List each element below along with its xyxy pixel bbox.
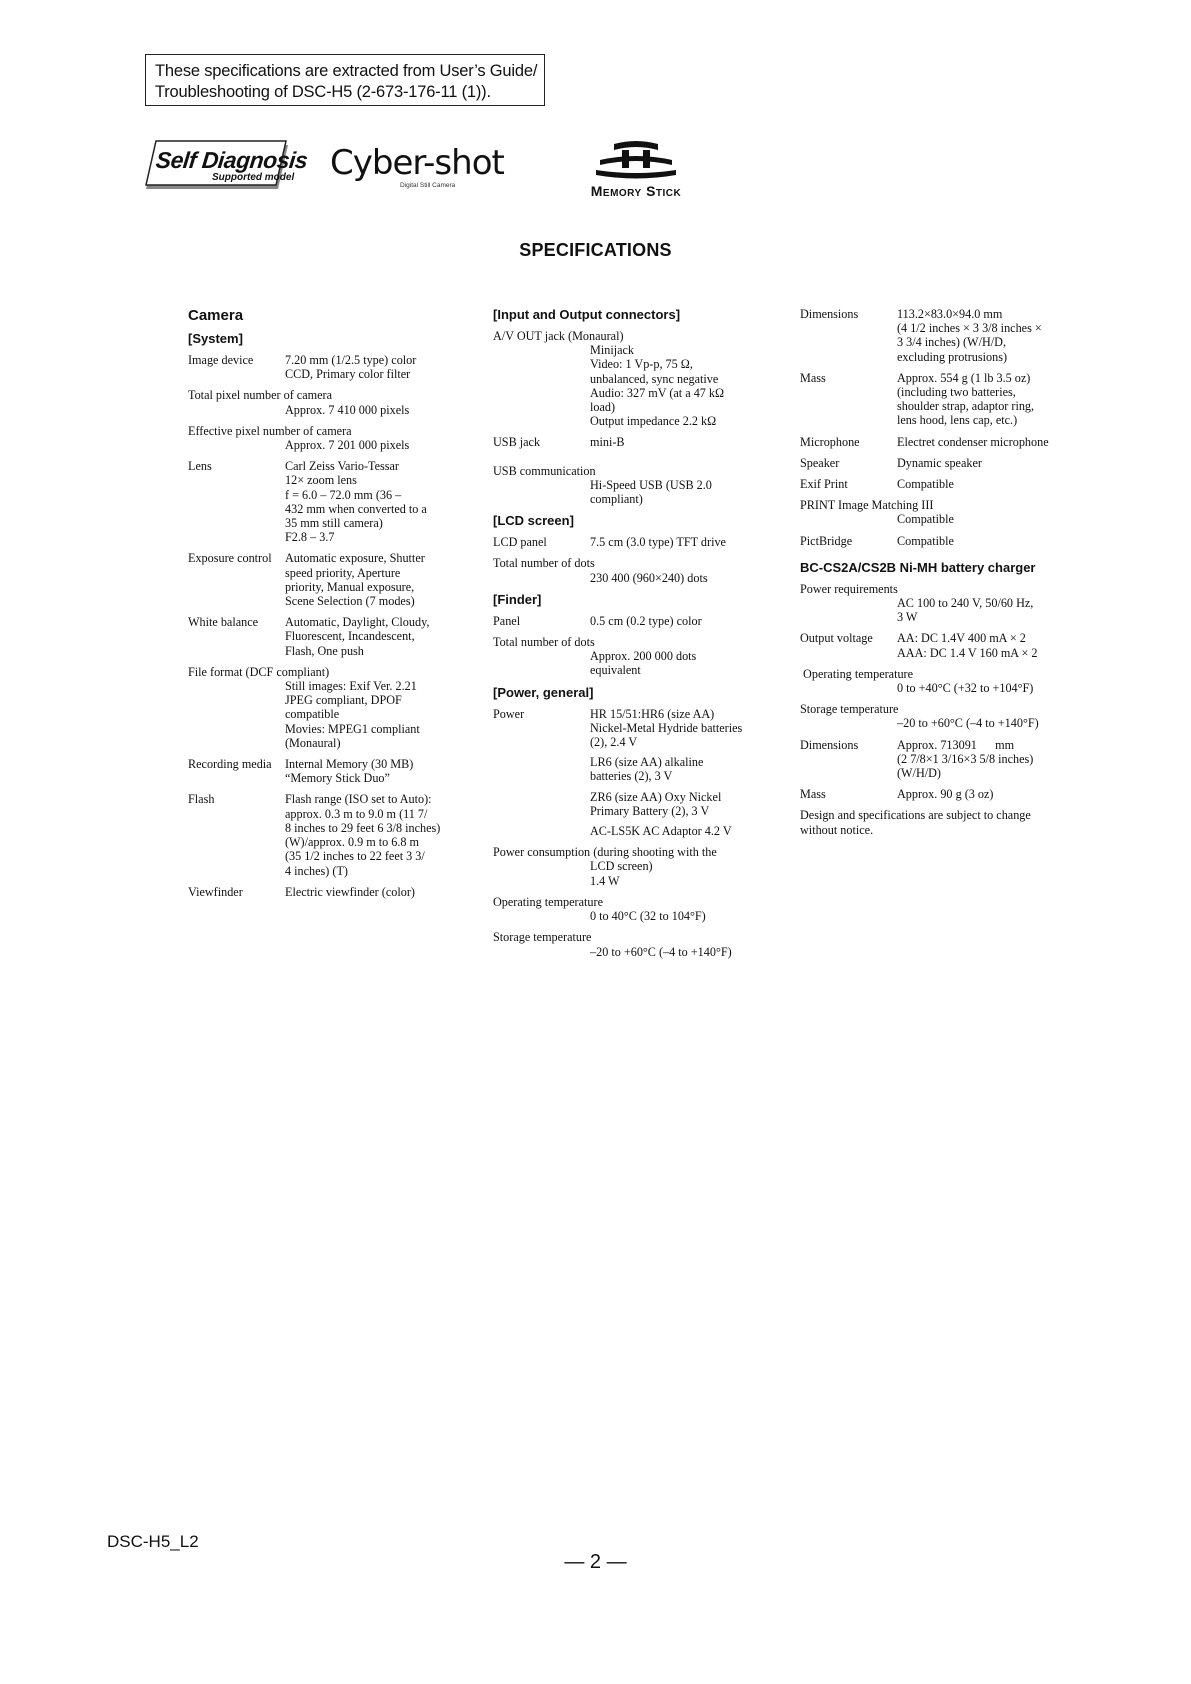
spec-value: batteries (2), 3 V	[590, 769, 673, 784]
spec-label: Storage temperature	[493, 930, 592, 945]
spec-value: 0 to 40°C (32 to 104°F)	[590, 909, 706, 924]
spec-label: Exposure control	[188, 551, 272, 566]
finder-heading: [Finder]	[493, 591, 542, 607]
spec-value: 4 inches) (T)	[285, 863, 348, 878]
spec-label: Lens	[188, 459, 212, 474]
cybershot-subtext: Digital Still Camera	[400, 182, 456, 189]
spec-value: 8 inches to 29 feet 6 3/8 inches)	[285, 820, 441, 835]
spec-value: (W/H/D)	[897, 766, 941, 781]
spec-av-out	[493, 329, 763, 428]
spec-value: ZR6 (size AA) Oxy Nickel	[590, 789, 722, 804]
spec-label: Effective pixel number of camera	[188, 423, 352, 438]
spec-value: Audio: 327 mV (at a 47 kΩ	[590, 385, 725, 400]
spec-label: File format (DCF compliant)	[188, 664, 330, 679]
spec-value: (35 1/2 inches to 22 feet 3 3/	[285, 849, 425, 864]
spec-label: Mass	[800, 787, 826, 802]
spec-file-format	[188, 665, 458, 750]
spec-value: (2 7/8×1 3/16×3 5/8 inches)	[897, 751, 1034, 766]
notice-line-1: These specifications are extracted from User’s Guide/	[155, 62, 538, 80]
spec-value: excluding protrusions)	[897, 349, 1008, 364]
spec-value: Output impedance 2.2 kΩ	[590, 414, 717, 429]
spec-value: Electret condenser microphone	[897, 434, 1049, 449]
disclaimer-line: without notice.	[800, 822, 874, 837]
self-diagnosis-text: Self Diagnosis	[154, 147, 309, 173]
spec-value: compatible	[285, 707, 340, 722]
spec-value: Compatible	[897, 533, 954, 548]
spec-dimensions	[800, 307, 1080, 364]
self-diagnosis-logo	[146, 141, 309, 191]
spec-power-requirements	[800, 582, 1080, 625]
spec-label: Mass	[800, 370, 826, 385]
spec-value: Flash range (ISO set to Auto):	[285, 792, 432, 807]
spec-value: Flash, One push	[285, 643, 364, 658]
spec-mass	[800, 371, 1080, 428]
spec-value: –20 to +60°C (–4 to +140°F)	[590, 944, 732, 959]
memory-stick-emblem-icon	[596, 141, 676, 179]
spec-charger-operating-temperature	[800, 667, 1080, 695]
spec-usb-jack	[493, 435, 763, 449]
spec-operating-temperature	[493, 895, 763, 923]
self-diagnosis-subtext: Supported model	[212, 172, 295, 183]
spec-speaker	[800, 456, 1080, 470]
spec-label: Recording media	[188, 757, 272, 772]
spec-label: Total number of dots	[493, 556, 595, 571]
spec-value: 432 mm when converted to a	[285, 501, 427, 516]
spec-label: Output voltage	[800, 631, 873, 646]
spec-finder-dots	[493, 635, 763, 678]
spec-flash	[188, 792, 458, 877]
column-camera	[188, 307, 458, 906]
spec-label: PRINT Image Matching III	[800, 498, 934, 513]
spec-value: Approx. 7 201 000 pixels	[285, 438, 410, 453]
spec-white-balance	[188, 615, 458, 658]
spec-value: Compatible	[897, 477, 954, 492]
spec-label: Viewfinder	[188, 884, 243, 899]
column-connectors-power	[493, 307, 763, 966]
spec-value: speed priority, Aperture	[285, 565, 401, 580]
spec-pictbridge	[800, 534, 1080, 548]
spec-output-voltage	[800, 631, 1080, 659]
io-heading: [Input and Output connectors]	[493, 307, 681, 322]
spec-image-device	[188, 353, 458, 381]
spec-value: Nickel-Metal Hydride batteries	[590, 720, 743, 735]
page-number: — 2 —	[564, 1551, 627, 1573]
spec-power-consumption	[493, 845, 763, 888]
charger-heading: BC-CS2A/CS2B Ni-MH battery charger	[800, 559, 1036, 575]
spec-value: 3 W	[897, 610, 918, 625]
spec-value: Scene Selection (7 modes)	[285, 594, 415, 609]
spec-value: 0.5 cm (0.2 type) color	[590, 613, 702, 628]
spec-value: equivalent	[590, 663, 641, 678]
spec-label: USB communication	[493, 463, 596, 478]
spec-value: Movies: MPEG1 compliant	[285, 721, 420, 736]
spec-value: LR6 (size AA) alkaline	[590, 755, 704, 770]
memory-stick-text: Memory Stick	[590, 183, 682, 199]
spec-label: Image device	[188, 353, 254, 367]
disclaimer-line: Design and specifications are subject to change	[800, 808, 1031, 823]
disclaimer-note	[800, 808, 1080, 836]
spec-usb-communication	[493, 464, 763, 507]
spec-value: (4 1/2 inches × 3 3/8 inches ×	[897, 321, 1042, 336]
spec-label: Storage temperature	[800, 702, 899, 717]
spec-value: Automatic, Daylight, Cloudy,	[285, 615, 430, 630]
spec-value: Dynamic speaker	[897, 455, 982, 470]
spec-value: mini-B	[590, 435, 625, 450]
power-heading: [Power, general]	[493, 684, 594, 700]
spec-value: Primary Battery (2), 3 V	[590, 803, 710, 818]
spec-value: approx. 0.3 m to 9.0 m (11 7/	[285, 806, 428, 821]
spec-value: 7.20 mm (1/2.5 type) color	[285, 353, 417, 367]
spec-label: Total number of dots	[493, 635, 595, 650]
spec-label: Microphone	[800, 434, 860, 449]
spec-label: Total pixel number of camera	[188, 388, 332, 403]
spec-label: Flash	[188, 792, 215, 807]
spec-value: LCD screen)	[590, 859, 653, 874]
spec-value: shoulder strap, adaptor ring,	[897, 399, 1035, 414]
spec-value: 1.4 W	[590, 873, 620, 888]
spec-value: 0 to +40°C (+32 to +104°F)	[897, 681, 1034, 696]
spec-value: Automatic exposure, Shutter	[285, 551, 425, 566]
column-general-charger	[800, 307, 1080, 837]
spec-value: Approx. 7 410 000 pixels	[285, 402, 410, 417]
spec-value: lens hood, lens cap, etc.)	[897, 413, 1018, 428]
spec-charger-mass	[800, 787, 1080, 801]
spec-value: HR 15/51:HR6 (size AA)	[590, 706, 715, 721]
spec-lens	[188, 459, 458, 544]
spec-value: Internal Memory (30 MB)	[285, 757, 414, 772]
spec-value: Still images: Exif Ver. 2.21	[285, 679, 417, 694]
notice-line-2: Troubleshooting of DSC-H5 (2-673-176-11 (1)).	[155, 83, 491, 101]
spec-charger-storage-temperature	[800, 702, 1080, 730]
spec-value: Carl Zeiss Vario-Tessar	[285, 459, 399, 474]
system-heading: [System]	[188, 331, 243, 346]
spec-value: Approx. 200 000 dots	[590, 649, 697, 664]
spec-recording-media	[188, 757, 458, 785]
spec-label: Exif Print	[800, 477, 848, 492]
spec-value: unbalanced, sync negative	[590, 371, 719, 386]
spec-label: Operating temperature	[800, 666, 914, 681]
memory-stick-logo	[580, 140, 692, 200]
spec-label: PictBridge	[800, 533, 853, 548]
spec-value: CCD, Primary color filter	[285, 367, 411, 382]
spec-value: (including two batteries,	[897, 385, 1016, 400]
cybershot-text: Cyber-shot	[330, 143, 504, 183]
spec-total-pixel	[188, 388, 458, 416]
spec-value: AAA: DC 1.4 V 160 mA × 2	[897, 645, 1038, 660]
spec-value: Compatible	[897, 512, 954, 527]
extract-notice-box	[145, 54, 545, 106]
spec-value: AA: DC 1.4V 400 mA × 2	[897, 631, 1026, 646]
spec-value: “Memory Stick Duo”	[285, 771, 390, 786]
spec-value: (Monaural)	[285, 735, 341, 750]
spec-power	[493, 707, 763, 839]
spec-value: Approx. 554 g (1 lb 3.5 oz)	[897, 370, 1031, 385]
spec-value: (2), 2.4 V	[590, 735, 638, 750]
spec-value: 35 mm still camera)	[285, 516, 383, 531]
spec-label: Power	[493, 706, 525, 721]
spec-value: Electric viewfinder (color)	[285, 884, 415, 899]
spec-value: –20 to +60°C (–4 to +140°F)	[897, 716, 1039, 731]
spec-label: Power consumption (during shooting with the	[493, 845, 717, 860]
page-title: SPECIFICATIONS	[519, 240, 672, 260]
spec-exposure-control	[188, 551, 458, 608]
spec-value: 7.5 cm (3.0 type) TFT drive	[590, 535, 726, 550]
spec-value: load)	[590, 400, 616, 415]
spec-value: 230 400 (960×240) dots	[590, 570, 708, 585]
spec-value: Video: 1 Vp-p, 75 Ω,	[590, 357, 693, 372]
camera-heading: Camera	[188, 307, 244, 324]
spec-value: Hi-Speed USB (USB 2.0	[590, 477, 712, 492]
spec-value: 3 3/4 inches) (W/H/D,	[897, 335, 1006, 350]
spec-value: Approx. 90 g (3 oz)	[897, 787, 994, 802]
spec-effective-pixel	[188, 424, 458, 452]
spec-value: (W)/approx. 0.9 m to 6.8 m	[285, 835, 420, 850]
spec-value: f = 6.0 – 72.0 mm (36 –	[285, 487, 402, 502]
spec-value: JPEG compliant, DPOF	[285, 693, 402, 708]
spec-label: White balance	[188, 615, 259, 630]
spec-label: A/V OUT jack (Monaural)	[493, 329, 624, 343]
cybershot-logo	[330, 143, 542, 191]
spec-value: compliant)	[590, 492, 643, 507]
spec-label: Dimensions	[800, 307, 859, 321]
spec-value: Approx. 713091 mm	[897, 737, 1015, 752]
spec-lcd-dots	[493, 556, 763, 584]
spec-value: F2.8 – 3.7	[285, 530, 335, 545]
spec-label: LCD panel	[493, 535, 547, 550]
spec-label: Speaker	[800, 455, 840, 470]
spec-value: AC-LS5K AC Adaptor 4.2 V	[590, 824, 732, 839]
spec-value: 113.2×83.0×94.0 mm	[897, 307, 1003, 321]
spec-label: Panel	[493, 613, 521, 628]
spec-value: Fluorescent, Incandescent,	[285, 629, 415, 644]
spec-label: Operating temperature	[493, 894, 603, 909]
lcd-heading: [LCD screen]	[493, 513, 574, 529]
spec-viewfinder	[188, 885, 458, 899]
document-id: DSC-H5_L2	[107, 1532, 199, 1551]
spec-value: AC 100 to 240 V, 50/60 Hz,	[897, 596, 1034, 611]
spec-finder-panel	[493, 614, 763, 628]
spec-value: 12× zoom lens	[285, 473, 357, 488]
spec-lcd-panel	[493, 535, 763, 549]
spec-label: USB jack	[493, 435, 541, 450]
spec-label: Power requirements	[800, 581, 898, 596]
spec-print-image-matching	[800, 498, 1080, 526]
spec-charger-dimensions	[800, 738, 1080, 781]
spec-exif-print	[800, 477, 1080, 491]
spec-microphone	[800, 435, 1080, 449]
spec-storage-temperature	[493, 930, 763, 958]
spec-value: Minijack	[590, 343, 635, 358]
spec-value: priority, Manual exposure,	[285, 579, 415, 594]
spec-label: Dimensions	[800, 737, 859, 752]
